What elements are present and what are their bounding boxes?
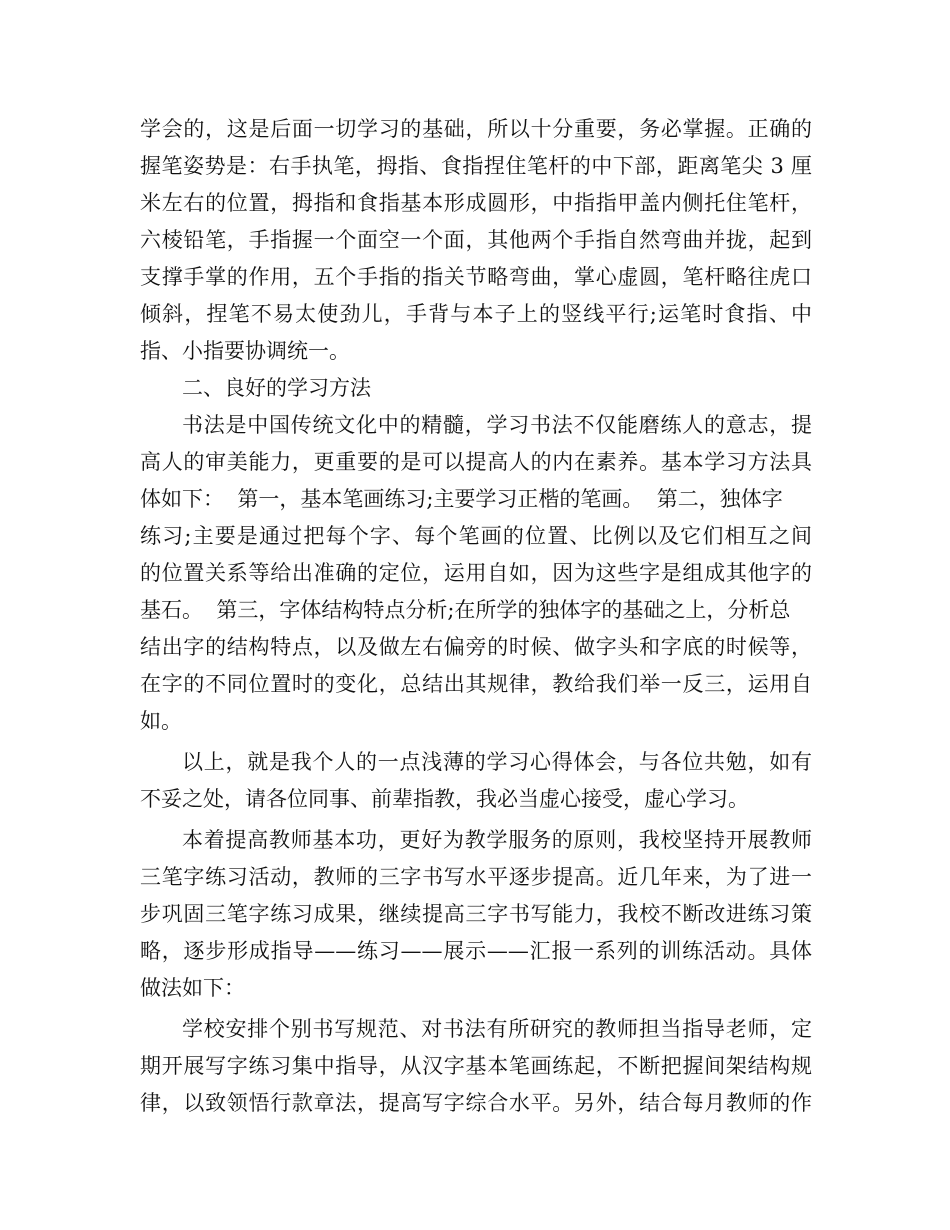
text-line: 期开展写字练习集中指导，从汉字基本笔画练起，不断把握间架结构规 xyxy=(140,1054,812,1078)
text-line: 指、小指要协调统一。 xyxy=(140,339,350,363)
document-body xyxy=(140,111,812,1122)
text-line: 律，以致领悟行款章法，提高写字综合水平。另外，结合每月教师的作 xyxy=(140,1091,812,1115)
text-line: 学会的，这是后面一切学习的基础，所以十分重要，务必掌握。正确的 xyxy=(140,117,812,141)
text-line: 的位置关系等给出准确的定位，运用自如，因为这些字是组成其他字的 xyxy=(140,561,812,585)
text-line: 做法如下： xyxy=(140,976,245,1000)
text-line: 本着提高教师基本功，更好为教学服务的原则，我校坚持开展教师 xyxy=(182,828,812,852)
text-line: 不妥之处，请各位同事、前辈指教，我必当虚心接受，虚心学习。 xyxy=(140,787,749,811)
text-line: 略，逐步形成指导——练习——展示——汇报一系列的训练活动。具体 xyxy=(140,939,812,963)
text-line: 支撑手掌的作用，五个手指的指关节略弯曲，掌心虚圆，笔杆略往虎口 xyxy=(140,265,812,289)
text-line: 结出字的结构特点，以及做左右偏旁的时候、做字头和字底的时候等， xyxy=(140,635,812,659)
text-line: 高人的审美能力，更重要的是可以提高人的内在素养。基本学习方法具 xyxy=(140,450,812,474)
text-line: 书法是中国传统文化中的精髓，学习书法不仅能磨练人的意志，提 xyxy=(182,413,812,437)
text-line: 如。 xyxy=(140,709,182,733)
text-line: 基石。 第三，字体结构特点分析;在所学的独体字的基础之上，分析总 xyxy=(140,598,791,622)
text-line: 米左右的位置，拇指和食指基本形成圆形，中指指甲盖内侧托住笔杆， xyxy=(140,191,812,215)
text-line: 倾斜，捏笔不易太使劲儿，手背与本子上的竖线平行;运笔时食指、中 xyxy=(140,302,812,326)
text-line: 三笔字练习活动，教师的三字书写水平逐步提高。近几年来，为了进一 xyxy=(140,865,812,889)
text-line: 体如下： 第一，基本笔画练习;主要学习正楷的笔画。 第二，独体字 xyxy=(140,487,783,511)
text-line: 步巩固三笔字练习成果，继续提高三字书写能力，我校不断改进练习策 xyxy=(140,902,812,926)
text-line: 练习;主要是通过把每个字、每个笔画的位置、比例以及它们相互之间 xyxy=(140,524,812,548)
text-line: 六棱铅笔，手指握一个面空一个面，其他两个手指自然弯曲并拢，起到 xyxy=(140,228,812,252)
text-line: 在字的不同位置时的变化，总结出其规律，教给我们举一反三，运用自 xyxy=(140,672,812,696)
text-line: 学校安排个别书写规范、对书法有所研究的教师担当指导老师，定 xyxy=(182,1017,812,1041)
text-line: 以上，就是我个人的一点浅薄的学习心得体会，与各位共勉，如有 xyxy=(182,750,812,774)
text-line: 握笔姿势是：右手执笔，拇指、食指捏住笔杆的中下部，距离笔尖 3 厘 xyxy=(140,154,812,178)
section-heading: 二、良好的学习方法 xyxy=(182,376,371,400)
